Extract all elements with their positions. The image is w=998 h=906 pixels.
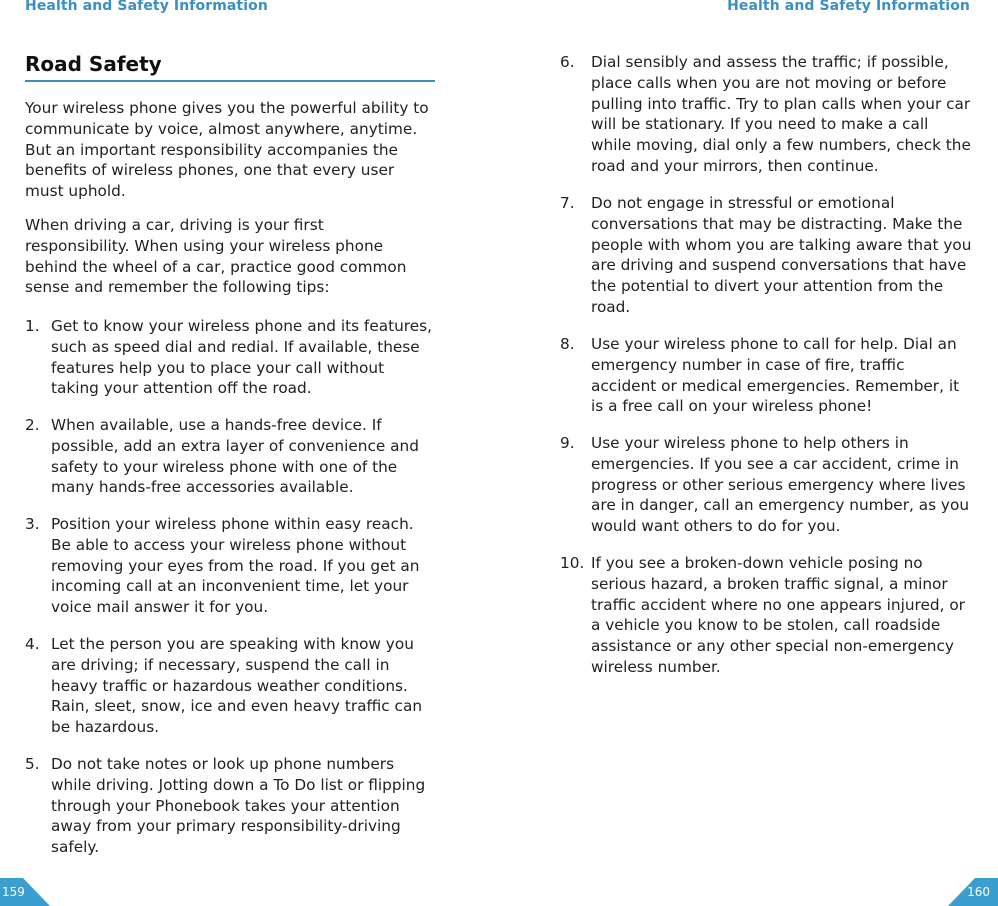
list-item-number: 5. bbox=[25, 755, 40, 773]
list-item-text: Position your wireless phone within easy reach. Be able to access your wireless phone without removing your eyes from the road. If you get an incoming call at an inconvenient time, let your voice mail answer it for you. bbox=[51, 515, 420, 617]
list-item bbox=[25, 316, 435, 399]
list-item bbox=[25, 514, 435, 618]
list-item bbox=[560, 193, 972, 318]
page-number-left: 159 bbox=[2, 885, 25, 899]
list-item-text: When available, use a hands-free device. If possible, add an extra layer of convenience and safety to your wireless phone with one of the many hands-free accessories available. bbox=[51, 416, 419, 497]
list-item-text: Do not engage in stressful or emotional conversations that may be distracting. Make the people with whom you are talking aware that you are driving and suspend conversations that have the potential to divert your attention from the road. bbox=[591, 194, 972, 316]
list-item-text: Use your wireless phone to call for help. Dial an emergency number in case of fire, traffic accident or medical emergencies. Remember, it is a free call on your wireless phone! bbox=[591, 335, 960, 416]
list-item bbox=[560, 52, 972, 177]
list-item-number: 2. bbox=[25, 416, 40, 434]
list-item-text: Let the person you are speaking with know you are driving; if necessary, suspend the call in heavy traffic or hazardous weather conditions. Rain, sleet, snow, ice and even heavy traffic can be hazardous. bbox=[51, 635, 423, 737]
list-item-number: 4. bbox=[25, 635, 40, 653]
running-header-right: Health and Safety Information bbox=[727, 0, 970, 14]
list-item-text: Get to know your wireless phone and its features, such as speed dial and redial. If available, these features help you to place your call without taking your attention off the road. bbox=[51, 317, 432, 398]
list-item bbox=[25, 415, 435, 498]
list-item bbox=[560, 334, 972, 417]
running-header-left: Health and Safety Information bbox=[25, 0, 268, 14]
list-item-number: 10. bbox=[560, 554, 585, 572]
list-item-number: 9. bbox=[560, 434, 575, 452]
page-title: Road Safety bbox=[25, 52, 162, 76]
list-item bbox=[25, 634, 435, 738]
list-item-number: 6. bbox=[560, 53, 575, 71]
list-item-text: Use your wireless phone to help others in emergencies. If you see a car accident, crime in progress or other serious emergency where lives are in danger, call an emergency number, as you would want others to do for you. bbox=[591, 434, 970, 536]
intro-paragraph-2: When driving a car, driving is your first responsibility. When using your wireless phone behind the wheel of a car, practice good common sense and remember the following tips: bbox=[25, 216, 407, 297]
list-item-number: 8. bbox=[560, 335, 575, 353]
list-item bbox=[560, 433, 972, 537]
list-item-number: 3. bbox=[25, 515, 40, 533]
list-item-number: 1. bbox=[25, 317, 40, 335]
intro-paragraph-1: Your wireless phone gives you the powerful ability to communicate by voice, almost anywhere, anytime. But an important responsibility accompanies the benefits of wireless phones, one that every user must uphold. bbox=[25, 99, 429, 201]
list-item-text: Dial sensibly and assess the traffic; if possible, place calls when you are not moving or before pulling into traffic. Try to plan calls when your car will be stationary. If you need to make a call while moving, dial only a few numbers, check the road and your mirrors, then continue. bbox=[591, 53, 971, 175]
list-item bbox=[25, 754, 435, 858]
title-underline bbox=[25, 80, 435, 82]
list-item-number: 7. bbox=[560, 194, 575, 212]
list-item-text: Do not take notes or look up phone numbers while driving. Jotting down a To Do list or flipping through your Phonebook takes your attention away from your primary responsibility-driving safely. bbox=[51, 755, 426, 857]
page-number-right: 160 bbox=[967, 885, 990, 899]
list-item-text: If you see a broken-down vehicle posing no serious hazard, a broken traffic signal, a minor traffic accident where no one appears injured, or a vehicle you know to be stolen, call roadside assistance or any other special non-emergency wireless number. bbox=[591, 554, 965, 676]
list-item bbox=[560, 553, 972, 678]
